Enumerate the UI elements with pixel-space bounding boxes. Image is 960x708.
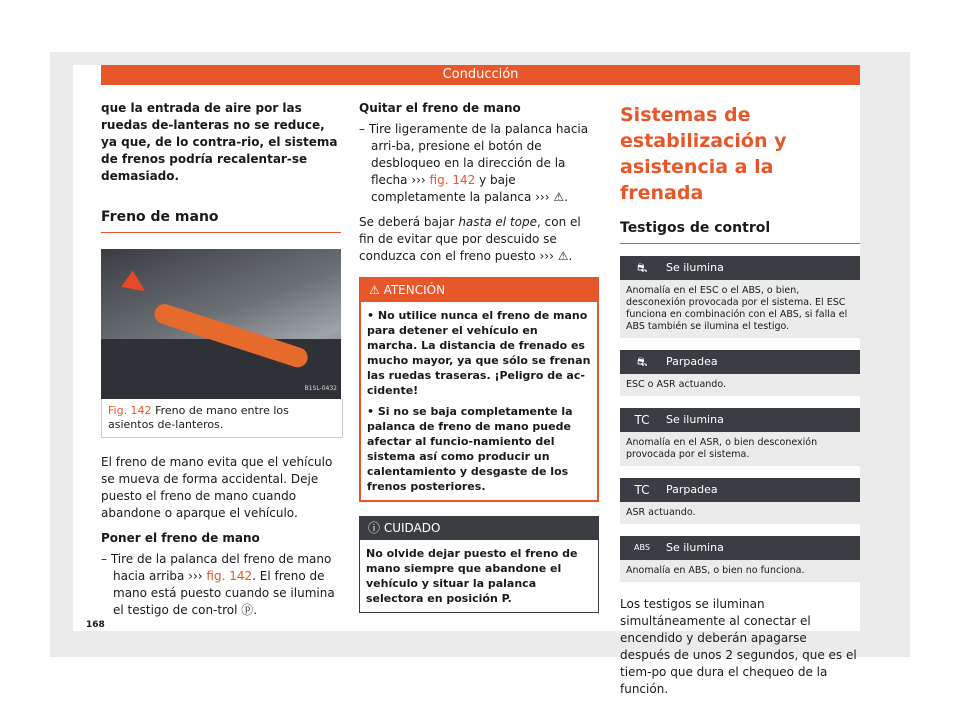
tc-icon: TC — [634, 483, 650, 497]
page-number: 168 — [86, 620, 105, 630]
hand-brake-body: El freno de mano evita que el vehículo se mueva de forma accidental. Deje puesto el freno de mano cuando abandone o aparque el vehículo. — [101, 455, 333, 520]
lamp-description: Anomalía en el ASR, o bien desconexión provocada por el sistema. — [620, 432, 860, 466]
lamp-row — [620, 350, 860, 396]
lamp-row — [620, 478, 860, 524]
warning-item: • No utilice nunca el freno de mano para detener el vehículo en marcha. La distancia de frenado es mucho mayor, ya que sólo se frenan las ruedas traseras. ¡Peligro de ac-cidente! — [367, 309, 591, 397]
tc-icon: TC — [634, 413, 650, 427]
lamp-description: ASR actuando. — [620, 502, 860, 524]
section-title-hand-brake: Freno de mano — [101, 209, 341, 233]
lamp-description: Anomalía en ABS, o bien no funciona. — [620, 560, 860, 582]
column-3 — [620, 100, 860, 698]
fig-link[interactable]: fig. 142 — [206, 569, 253, 583]
set-item — [101, 551, 341, 619]
caution-body: No olvide dejar puesto el freno de mano siempre que abandone el vehículo y situar la palanca selectora en posición P. — [366, 547, 578, 605]
release-body-italic: hasta el tope — [458, 215, 537, 229]
release-title: Quitar el freno de mano — [359, 101, 521, 115]
closing-text: Los testigos se iluminan simultáneamente al conectar el encendido y deberán apagarse después de unos 2 segundos, que es el tiem-po que dura el chequeo de la función. — [620, 597, 857, 696]
arrow-icon — [121, 270, 150, 299]
abs-icon: ABS — [634, 543, 650, 552]
release-item-pre: – Tire ligeramente de la palanca hacia arri-ba, presione el botón de desbloqueo en la dirección de la flecha ››› — [359, 122, 589, 187]
column-2 — [359, 100, 599, 613]
page-header: Conducción — [101, 65, 860, 85]
release-body-post: , con el fin de evitar que por descuido se conduzca con el freno puesto ››› ⚠. — [359, 215, 581, 263]
lamp-row — [620, 256, 860, 338]
warning-item: • Si no se baja completamente la palanca de freno de mano puede afectar al funcio-namiento del sistema así como producir un calentamiento y desgaste de los frenos posteriores. — [367, 405, 573, 493]
column-1 — [101, 100, 341, 619]
set-item-pre: – Tire de la palanca del freno de mano hacia arriba ››› — [101, 552, 332, 583]
set-item-post: . El freno de mano está puesto cuando se ilumina el testigo de con-trol ⓟ. — [113, 569, 335, 617]
subsection-title-lamps: Testigos de control — [620, 220, 860, 244]
lamp-label: Se ilumina — [666, 413, 724, 426]
caution-box — [359, 516, 599, 613]
caption-text: Freno de mano entre los asientos de-lanteros. — [108, 404, 289, 431]
esc-icon: ⛐ — [636, 355, 648, 369]
warning-box — [359, 277, 599, 502]
release-body-pre: Se deberá bajar — [359, 215, 459, 229]
lamp-row — [620, 536, 860, 582]
warning-body — [361, 302, 597, 500]
release-item — [359, 121, 599, 206]
intro-text: que la entrada de aire por las ruedas de-lanteras no se reduce, ya que, de lo contra-rio, el sistema de frenos podría recalentar-se demasiado. — [101, 101, 338, 183]
fig-link[interactable]: fig. 142 — [429, 173, 476, 187]
caption-label: Fig. 142 — [108, 404, 152, 417]
figure-caption — [101, 399, 343, 438]
lamp-label: Parpadea — [666, 355, 718, 368]
warning-title: ⚠ ATENCIÓN — [361, 279, 597, 302]
esc-icon: ⛐ — [636, 261, 648, 275]
release-item-post: y baje completamente la palanca ››› ⚠. — [371, 173, 568, 204]
lamp-description: ESC o ASR actuando. — [620, 374, 860, 396]
hand-brake-photo — [101, 249, 341, 399]
caution-title: ⓘ CUIDADO — [360, 517, 598, 540]
lamp-label: Parpadea — [666, 483, 718, 496]
lamp-row — [620, 408, 860, 466]
image-code: B1SL-0432 — [304, 385, 337, 392]
release-body — [359, 214, 599, 265]
lamp-label: Se ilumina — [666, 541, 724, 554]
set-title: Poner el freno de mano — [101, 531, 260, 545]
section-title-stability: Sistemas de estabilización y asistencia a la frenada — [620, 104, 787, 204]
lamp-label: Se ilumina — [666, 261, 724, 274]
lamp-description: Anomalía en el ESC o el ABS, o bien, desconexión provocada por el sistema. El ESC funciona en combinación con el ABS, si falla el ABS también se ilumina el testigo. — [620, 280, 860, 338]
